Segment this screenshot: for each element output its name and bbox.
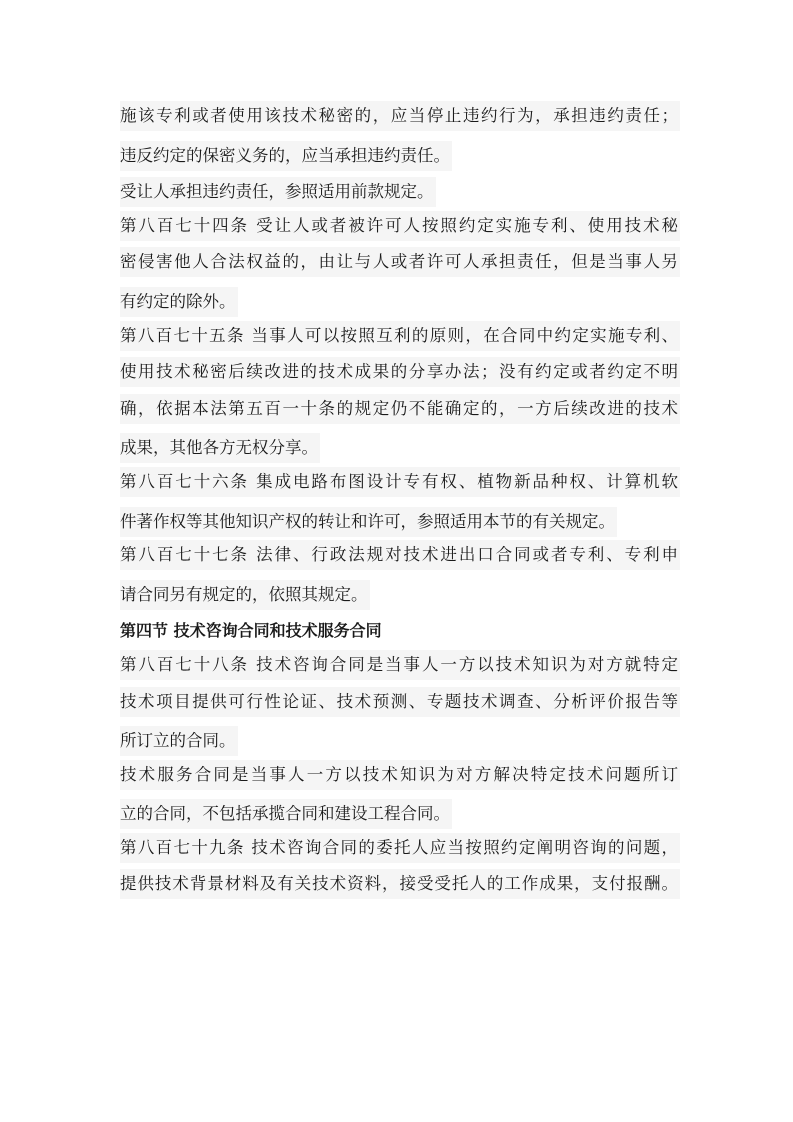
section-heading (120, 613, 680, 650)
text-line-content: 第八百七十六条 集成电路布图设计专有权、植物新品种权、计算机软 (120, 467, 680, 497)
text-line-content: 所订立的合同。 (120, 726, 238, 756)
text-line-content: 技术项目提供可行性论证、技术预测、专题技术调查、分析评价报告等 (120, 687, 680, 717)
text-line-content: 立的合同，不包括承揽合同和建设工程合同。 (120, 799, 452, 829)
text-line (120, 321, 680, 358)
text-line-content: 成果，其他各方无权分享。 (120, 433, 320, 463)
text-line-content: 技术服务合同是当事人一方以技术知识为对方解决特定技术问题所订 (120, 760, 680, 790)
text-line (120, 504, 680, 541)
text-line (120, 357, 680, 394)
text-line (120, 284, 680, 321)
text-line (120, 577, 680, 614)
text-line (120, 760, 680, 797)
section-heading-text: 第四节 技术咨询合同和技术服务合同 (120, 621, 382, 641)
text-line-content: 第八百七十九条 技术咨询合同的委托人应当按照约定阐明咨询的问题， (120, 833, 680, 863)
text-line-content: 密侵害他人合法权益的，由让与人或者许可人承担责任，但是当事人另 (120, 247, 680, 277)
text-line-content: 确，依据本法第五百一十条的规定仍不能确定的，一方后续改进的技术 (120, 394, 680, 424)
text-line-content: 提供技术背景材料及有关技术资料，接受受托人的工作成果，支付报酬。 (120, 869, 680, 899)
text-line (120, 467, 680, 504)
text-line (120, 540, 680, 577)
text-line (120, 211, 680, 248)
text-line (120, 833, 680, 870)
document-body (120, 101, 680, 906)
text-line-content: 第八百七十四条 受让人或者被许可人按照约定实施专利、使用技术秘 (120, 211, 680, 241)
text-line (120, 687, 680, 724)
text-line-content: 件著作权等其他知识产权的转让和许可，参照适用本节的有关规定。 (120, 507, 617, 537)
text-line (120, 650, 680, 687)
text-line (120, 247, 680, 284)
text-line-content: 有约定的除外。 (120, 287, 238, 317)
text-line (120, 394, 680, 431)
text-line (120, 430, 680, 467)
text-line (120, 138, 680, 175)
text-line (120, 869, 680, 906)
text-line (120, 723, 680, 760)
text-line-content: 违反约定的保密义务的，应当承担违约责任。 (120, 141, 452, 171)
text-line-content: 第八百七十七条 法律、行政法规对技术进出口合同或者专利、专利申 (120, 540, 680, 570)
text-line-content: 第八百七十五条 当事人可以按照互利的原则，在合同中约定实施专利、 (120, 321, 680, 351)
text-line-content: 第八百七十八条 技术咨询合同是当事人一方以技术知识为对方就特定 (120, 650, 680, 680)
text-line-content: 受让人承担违约责任，参照适用前款规定。 (120, 177, 436, 207)
text-line (120, 101, 680, 138)
text-line (120, 796, 680, 833)
text-line (120, 174, 680, 211)
text-line-content: 使用技术秘密后续改进的技术成果的分享办法；没有约定或者约定不明 (120, 357, 680, 387)
text-line-content: 请合同另有规定的，依照其规定。 (120, 580, 370, 610)
text-line-content: 施该专利或者使用该技术秘密的，应当停止违约行为，承担违约责任； (120, 101, 680, 131)
